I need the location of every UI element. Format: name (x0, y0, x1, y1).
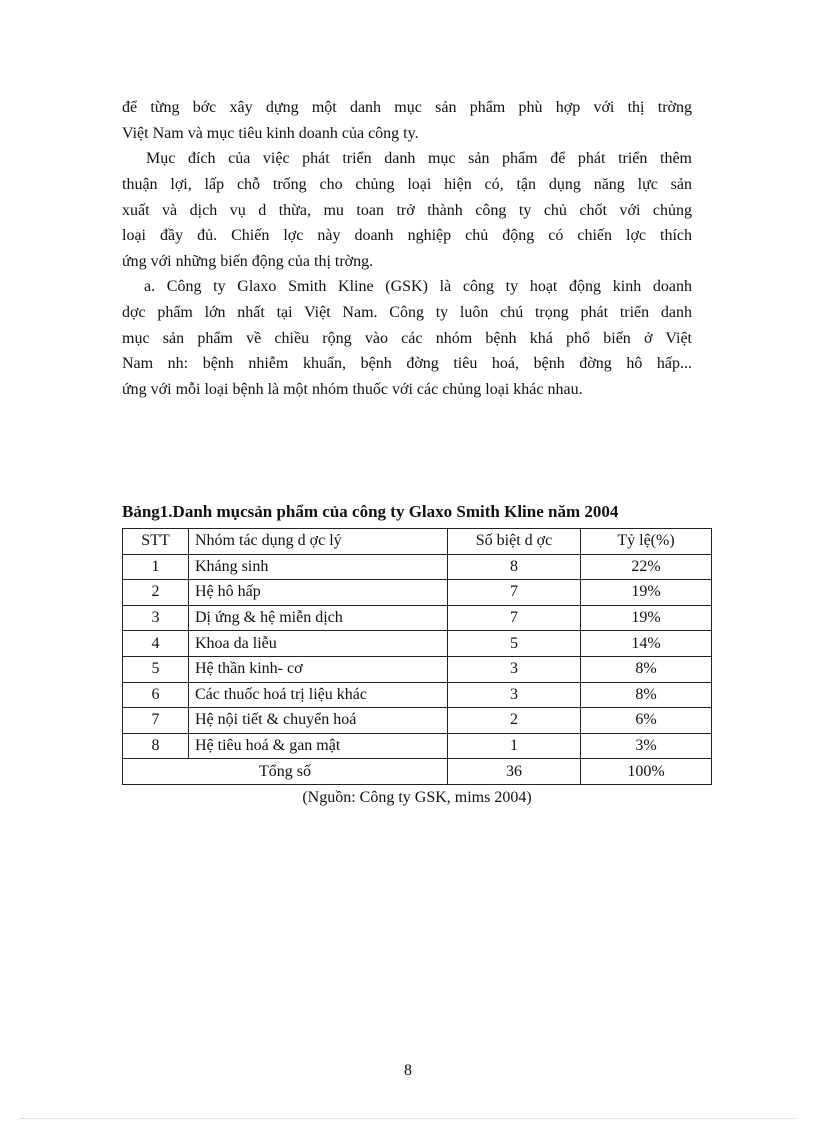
text-line: ứng với những biến động của thị trờng. (122, 253, 374, 271)
cell-pct: 19% (581, 580, 712, 606)
cell-stt: 7 (123, 708, 189, 734)
table-row (123, 580, 712, 606)
cell-group: Kháng sinh (189, 554, 448, 580)
cell-count: 7 (448, 605, 581, 631)
table-caption: Bảng1.Danh mụcsản phẩm của công ty Glaxo Smith Kline năm 2004 (122, 502, 619, 521)
cell-pct: 3% (581, 733, 712, 759)
table-header-row (123, 529, 712, 555)
table-total-row (123, 759, 712, 785)
cell-count: 7 (448, 580, 581, 606)
text-line: Mục đích của việc phát triển danh mục sản phẩm để phát triển thêm (146, 150, 692, 167)
table-row (123, 631, 712, 657)
text-line: để từng bớc xây dựng một danh mục sản phẩm phù hợp với thị trờng (122, 99, 692, 116)
header-count: Số biệt d ợc (448, 529, 581, 555)
cell-group: Khoa da liễu (189, 631, 448, 657)
cell-pct: 14% (581, 631, 712, 657)
cell-stt: 8 (123, 733, 189, 759)
cell-stt: 3 (123, 605, 189, 631)
table-row (123, 656, 712, 682)
text-line: ứng với mỗi loại bệnh là một nhóm thuốc với các chủng loại khác nhau. (122, 381, 583, 399)
table-row (123, 708, 712, 734)
text-line: Việt Nam và mục tiêu kinh doanh của công ty. (122, 124, 419, 142)
text-line: mục sản phẩm về chiều rộng vào các nhóm bệnh khá phổ biến ở Việt (122, 329, 692, 347)
page-bottom-divider (20, 1118, 796, 1119)
paragraph-gsk (122, 274, 692, 403)
text-line: loại đầy đủ. Chiến lợc này doanh nghiệp chủ động có chiến lợc thích (122, 227, 692, 245)
cell-group: Dị ứng & hệ miễn dịch (189, 605, 448, 631)
cell-count: 3 (448, 682, 581, 708)
text-line: thuận lợi, lấp chỗ trống cho chủng loại hiện có, tận dụng năng lực sản (122, 175, 692, 193)
cell-group: Hệ thần kinh- cơ (189, 656, 448, 682)
page-number: 8 (404, 1062, 412, 1079)
table-row (123, 554, 712, 580)
table-source: (Nguồn: Công ty GSK, mims 2004) (302, 789, 532, 806)
cell-stt: 6 (123, 682, 189, 708)
table-row (123, 682, 712, 708)
text-line: Nam nh: bệnh nhiễm khuẩn, bệnh đờng tiêu hoá, bệnh đờng hô hấp... (122, 355, 692, 373)
table-row (123, 733, 712, 759)
header-stt: STT (123, 529, 189, 555)
cell-stt: 2 (123, 580, 189, 606)
paragraph-purpose (122, 146, 692, 275)
cell-pct: 6% (581, 708, 712, 734)
cell-group: Các thuốc hoá trị liệu khác (189, 682, 448, 708)
text-line: xuất và dịch vụ d thừa, mu toan trở thành công ty chủ chốt với chủng (122, 201, 692, 219)
cell-pct: 8% (581, 682, 712, 708)
total-pct: 100% (581, 759, 712, 785)
cell-count: 2 (448, 708, 581, 734)
total-count: 36 (448, 759, 581, 785)
table-row (123, 605, 712, 631)
total-label: Tổng số (123, 759, 448, 785)
cell-count: 8 (448, 554, 581, 580)
cell-stt: 1 (123, 554, 189, 580)
header-pct: Tỷ lệ(%) (581, 529, 712, 555)
cell-pct: 19% (581, 605, 712, 631)
text-line: a. Công ty Glaxo Smith Kline (GSK) là công ty hoạt động kinh doanh (144, 278, 692, 295)
cell-count: 3 (448, 656, 581, 682)
cell-pct: 22% (581, 554, 712, 580)
cell-pct: 8% (581, 656, 712, 682)
cell-count: 5 (448, 631, 581, 657)
cell-group: Hệ hô hấp (189, 580, 448, 606)
cell-stt: 4 (123, 631, 189, 657)
paragraph-intro (122, 95, 692, 147)
cell-stt: 5 (123, 656, 189, 682)
cell-count: 1 (448, 733, 581, 759)
header-group: Nhóm tác dụng d ợc lý (189, 529, 448, 555)
product-table (122, 528, 712, 785)
text-line: dợc phẩm lớn nhất tại Việt Nam. Công ty luôn chú trọng phát triển danh (122, 303, 692, 321)
cell-group: Hệ nội tiết & chuyển hoá (189, 708, 448, 734)
cell-group: Hệ tiêu hoá & gan mật (189, 733, 448, 759)
